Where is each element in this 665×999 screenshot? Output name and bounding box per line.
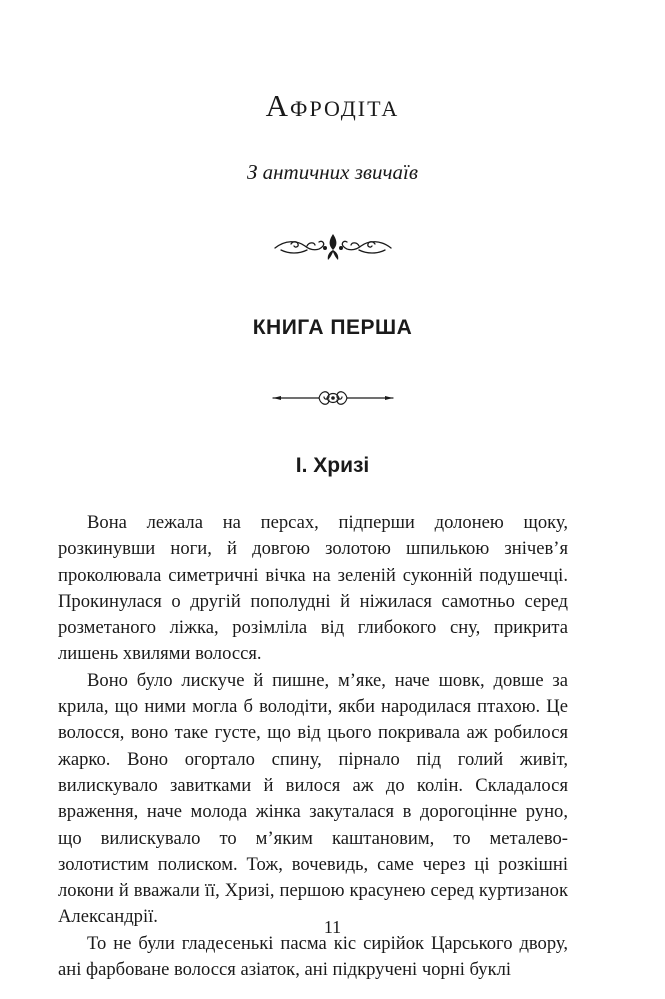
page-number: 11 [323, 917, 342, 937]
paragraph: То не були гладесенькі пасма кіс сирійок Царського двору, ані фарбоване волосся азіаток, ані підкручені чорні буклі [58, 932, 568, 981]
ornament-divider-icon [0, 232, 665, 262]
book-title: КНИГА ПЕРША [252, 316, 413, 339]
work-title: Афродіта [265, 88, 400, 123]
paragraph: Воно було лискуче й пишне, м’яке, наче шовк, довше за крила, що ними могла б володіти, якби народилася птахою. Це волосся, воно таке густе, що від цього покривала аж робилося жарко. Воно огортало спину, пірнало під голий живіт, вилискувало завитками й вилося аж до колін. Складалося враження, наче молода жінка закуталася в дорогоцінне руно, що вилискувало то м’яким каштановим, то металево-золотистим полиском. Тож, вочевидь, саме через ці розкішні локони й вважали її, Хризі, першою красунею серед куртизанок Александрії. [58, 669, 568, 928]
work-subtitle: З античних звичаїв [246, 160, 418, 184]
body-text [58, 510, 568, 983]
paragraph: Вона лежала на персах, підперши долонею щоку, розкинувши ноги, й довгою золотою шпилькою знічев’я проколювала симетричні вічка на зеленій суконній подушечці. Прокинулася о другій пополудні й ніжилася самотньо серед розметаного ліжка, розімліла від глибокого сну, прикрита лишень хвилями волосся. [58, 512, 568, 665]
ornament-divider-icon [0, 386, 665, 410]
chapter-title: I. Хризі [295, 454, 370, 477]
